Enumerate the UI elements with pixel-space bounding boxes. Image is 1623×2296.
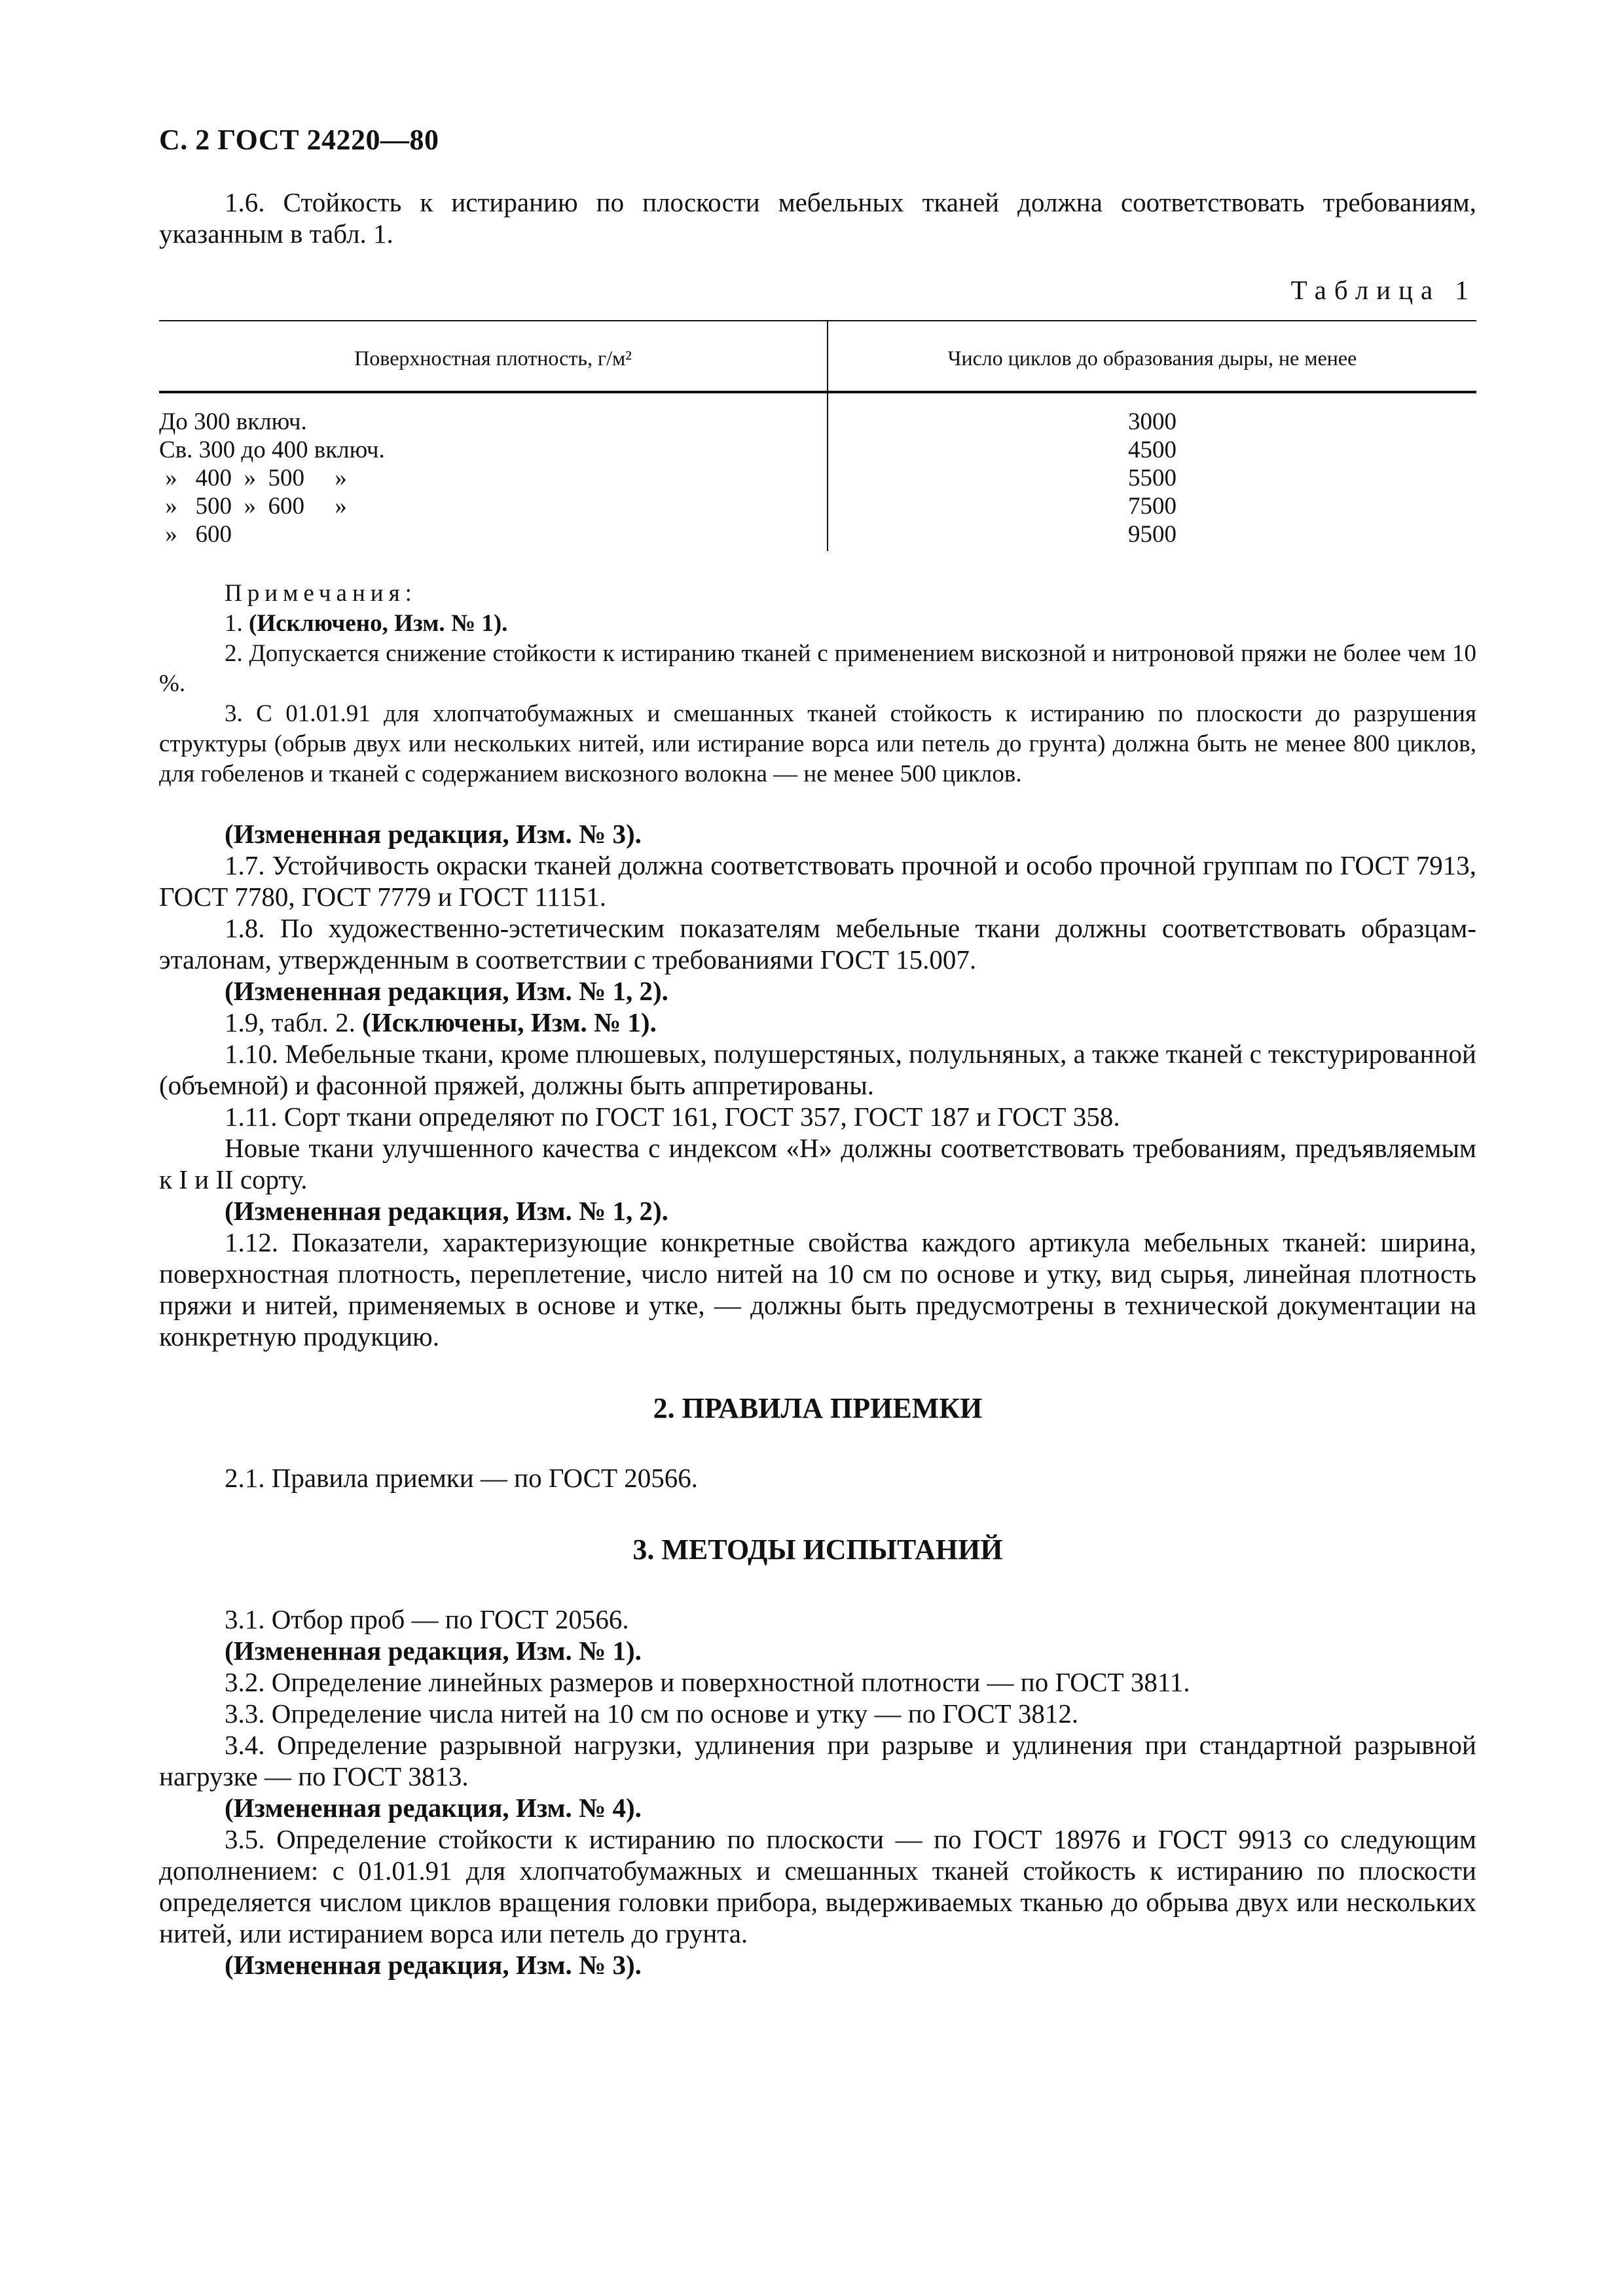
table-cell-density: До 300 включ. — [159, 408, 307, 435]
paragraph-3-1: 3.1. Отбор проб — по ГОСТ 20566. — [225, 1604, 629, 1634]
revision-note: (Измененная редакция, Изм. № 3). — [225, 819, 642, 849]
paragraph-3-3: 3.3. Определение числа нитей на 10 см по основе и утку — по ГОСТ 3812. — [225, 1698, 1079, 1729]
revision-note: (Измененная редакция, Изм. № 1). — [225, 1636, 642, 1666]
paragraph-1-9-text: (Исключены, Изм. № 1). — [362, 1007, 657, 1037]
table-cell-density: » 500 » 600 » — [159, 493, 347, 520]
table-caption: Таблица 1 — [1290, 275, 1476, 305]
note-1 — [159, 609, 1476, 639]
note-1-text: (Исключено, Изм. № 1). — [249, 610, 508, 637]
table-body-row — [159, 392, 1476, 551]
paragraph-3-2: 3.2. Определение линейных размеров и поверхностной плотности — по ГОСТ 3811. — [225, 1667, 1190, 1697]
table-cell-cycles: 3000 — [1128, 408, 1176, 435]
revision-note: (Измененная редакция, Изм. № 4). — [225, 1793, 642, 1823]
paragraph-1-11-b: Новые ткани улучшенного качества с индексом «Н» должны соответствовать требованиям, предъявляемым к I и II сорту. — [159, 1133, 1476, 1194]
paragraph-2-1: 2.1. Правила приемки — по ГОСТ 20566. — [225, 1463, 699, 1493]
note-1-number: 1. — [225, 610, 249, 637]
page-content — [159, 187, 1476, 1981]
cycles-column — [828, 392, 1476, 551]
table-header-row — [159, 321, 1476, 392]
table-cell-cycles: 9500 — [1128, 521, 1176, 548]
table-1 — [159, 320, 1476, 551]
table-cell-cycles: 5500 — [1128, 465, 1176, 492]
paragraph-1-6: 1.6. Стойкость к истиранию по плоскости мебельных тканей должна соответствовать требованиям, указанным в табл. 1. — [159, 187, 1476, 249]
paragraph-1-12: 1.12. Показатели, характеризующие конкретные свойства каждого артикула мебельных тканей: ширина, поверхностная плотность, переплетение, число нитей на 10 см по основе и утку, вид сырья, линейная плотность пряжи и нитей, применяемых в основе и утке, — должны быть предусмотрены в технической документации на конкретную продукцию. — [159, 1227, 1476, 1352]
paragraph-3-5: 3.5. Определение стойкости к истиранию по плоскости — по ГОСТ 18976 и ГОСТ 9913 со следующим дополнением: с 01.01.91 для хлопчатобумажных и смешанных тканей стойкость к истиранию по плоскости определяется числом циклов вращения головки прибора, выдерживаемых тканью до обрыва двух или нескольких нитей, или истиранием ворса или петель до грунта. — [159, 1824, 1476, 1948]
note-3: 3. С 01.01.91 для хлопчатобумажных и смешанных тканей стойкость к истиранию по плоскости до разрушения структуры (обрыв двух или нескольких нитей, или истирание ворса или петель до грунта) должна быть не менее 800 циклов, для гобеленов и тканей с содержанием вискозного волокна — не менее 500 циклов. — [159, 700, 1476, 787]
notes-title: Примечания: — [225, 580, 417, 607]
paragraph-1-8: 1.8. По художественно-эстетическим показателям мебельные ткани должны соответствовать образцам-эталонам, утвержденным в соответствии с требованиями ГОСТ 15.007. — [159, 913, 1476, 975]
paragraph-1-10: 1.10. Мебельные ткани, кроме плюшевых, полушерстяных, полульняных, а также тканей с текстурированной (объемной) и фасонной пряжей, должны быть аппретированы. — [159, 1039, 1476, 1100]
table-cell-cycles: 7500 — [1128, 493, 1176, 520]
paragraph-1-9 — [159, 1007, 1476, 1038]
page-header: С. 2 ГОСТ 24220—80 — [159, 124, 439, 156]
table-header-density: Поверхностная плотность, г/м² — [159, 321, 828, 392]
paragraph-1-9-prefix: 1.9, табл. 2. — [225, 1007, 363, 1037]
density-column — [159, 392, 828, 551]
section-3-title: 3. МЕТОДЫ ИСПЫТАНИЙ — [632, 1534, 1003, 1566]
revision-note: (Измененная редакция, Изм. № 3). — [225, 1950, 642, 1980]
table-header-cycles: Число циклов до образования дыры, не менее — [828, 321, 1476, 392]
revision-note: (Измененная редакция, Изм. № 1, 2). — [225, 976, 668, 1006]
table-cell-density: Св. 300 до 400 включ. — [159, 437, 385, 463]
table-cell-cycles: 4500 — [1128, 437, 1176, 463]
section-2-title: 2. ПРАВИЛА ПРИЕМКИ — [653, 1392, 983, 1424]
table-notes — [159, 579, 1476, 789]
paragraph-1-11: 1.11. Сорт ткани определяют по ГОСТ 161, ГОСТ 357, ГОСТ 187 и ГОСТ 358. — [225, 1102, 1120, 1132]
paragraph-1-7: 1.7. Устойчивость окраски тканей должна соответствовать прочной и особо прочной группам по ГОСТ 7913, ГОСТ 7780, ГОСТ 7779 и ГОСТ 11151. — [159, 850, 1476, 912]
table-cell-density: » 600 — [159, 521, 232, 548]
note-2: 2. Допускается снижение стойкости к истиранию тканей с применением вискозной и нитроновой пряжи не более чем 10 %. — [159, 640, 1476, 697]
revision-note: (Измененная редакция, Изм. № 1, 2). — [225, 1196, 668, 1226]
paragraph-3-4: 3.4. Определение разрывной нагрузки, удлинения при разрыве и удлинения при стандартной разрывной нагрузке — по ГОСТ 3813. — [159, 1730, 1476, 1791]
table-cell-density: » 400 » 500 » — [159, 465, 347, 492]
